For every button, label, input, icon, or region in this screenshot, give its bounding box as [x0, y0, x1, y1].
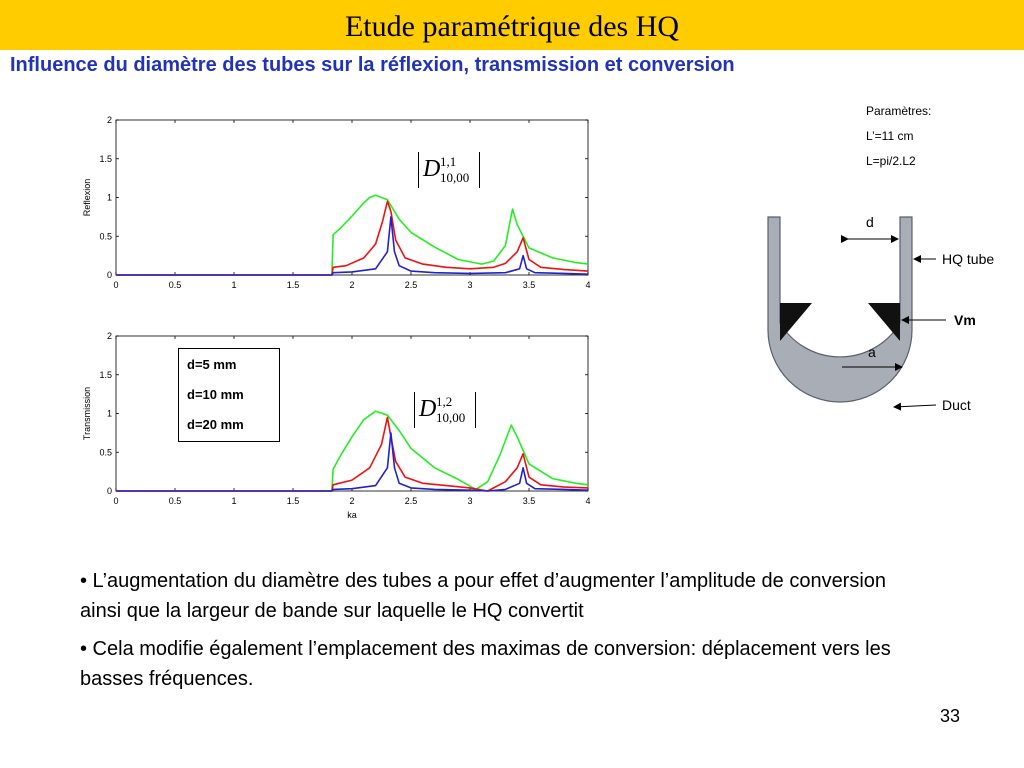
legend-item-d5: d=5 mm: [187, 357, 237, 372]
equation-bar-right: [475, 392, 476, 428]
y-tick-label: 2: [106, 331, 112, 341]
label-d: d: [866, 214, 874, 230]
x-tick-label: 1: [231, 496, 237, 506]
x-tick-label: 1.5: [286, 280, 300, 290]
x-tick-label: 0: [113, 496, 119, 506]
label-vm: Vm: [954, 312, 976, 328]
y-tick-label: 1: [106, 408, 112, 419]
x-tick-label: 4: [585, 280, 591, 290]
page-number: 33: [940, 706, 961, 726]
equation-subscript: 10,00: [436, 410, 466, 425]
label-a: a: [868, 344, 876, 360]
legend-item-d10: d=10 mm: [187, 387, 244, 402]
parameter-l: L=pi/2.L2: [866, 154, 916, 168]
x-tick-label: 2.5: [404, 496, 418, 506]
y-tick-label: 0: [106, 270, 112, 280]
x-tick-label: 4: [585, 496, 591, 506]
x-tick-label: 3.5: [522, 496, 536, 506]
slide-subtitle: Influence du diamètre des tubes sur la réflexion, transmission et conversion: [10, 54, 735, 76]
x-tick-label: 0: [113, 280, 119, 290]
equation-bottom: [414, 392, 476, 428]
label-hq-tube: HQ tube: [942, 251, 995, 267]
bullet-list: [80, 566, 900, 702]
x-tick-label: 3.5: [522, 280, 536, 290]
x-tick-label: 3: [467, 496, 473, 506]
hq-tube-diagram: [740, 195, 1020, 445]
parameters-heading: Paramètres:: [866, 104, 932, 118]
equation-top: [418, 152, 480, 188]
equation-subscript: 10,00: [440, 170, 470, 185]
x-tick-label: 2.5: [404, 280, 418, 290]
equation-bar-left: [418, 152, 419, 188]
equation-bar-right: [479, 152, 480, 188]
bullet-item: • Cela modifie également l’emplacement des maximas de conversion: déplacement vers les basses fréquences.: [80, 638, 891, 690]
y-tick-label: 1: [106, 192, 112, 203]
pointer-duct: [894, 405, 936, 407]
parameters-block: [866, 104, 931, 179]
equation-superscript: 1,2: [436, 394, 453, 409]
equation-letter: D: [419, 396, 437, 422]
label-duct: Duct: [942, 397, 971, 413]
x-tick-label: 0.5: [168, 280, 182, 290]
vm-triangle-right: [868, 303, 900, 341]
y-axis-label: Reflexion: [82, 178, 92, 217]
y-tick-label: 2: [106, 115, 112, 125]
x-tick-label: 2: [349, 280, 355, 290]
parameter-l-prime: L’=11 cm: [866, 129, 914, 143]
x-tick-label: 2: [349, 496, 355, 506]
y-axis-label: Transmission: [82, 386, 92, 441]
equation-letter: D: [423, 156, 441, 182]
x-axis-label: ka: [347, 510, 357, 520]
bullet-item: • L’augmentation du diamètre des tubes a pour effet d’augmenter l’amplitude de conversion ainsi que la largeur de bande sur laquelle le HQ convertit: [80, 570, 887, 622]
x-tick-label: 1.5: [286, 496, 300, 506]
y-tick-label: 0.5: [99, 231, 112, 242]
y-tick-label: 0.5: [99, 447, 112, 458]
x-tick-label: 3: [467, 280, 473, 290]
series-line-d-10-mm: [116, 201, 588, 275]
chart-legend: [178, 348, 280, 442]
vm-triangle-left: [780, 303, 812, 341]
equation-superscript: 1,1: [440, 154, 457, 169]
y-tick-label: 1.5: [99, 153, 112, 164]
equation-bar-left: [414, 392, 415, 428]
x-tick-label: 1: [231, 280, 237, 290]
legend-item-d20: d=20 mm: [187, 417, 244, 432]
y-tick-label: 1.5: [99, 369, 112, 380]
x-tick-label: 0.5: [168, 496, 182, 506]
y-tick-label: 0: [106, 486, 112, 496]
slide-title: Etude paramétrique des HQ: [344, 10, 680, 43]
